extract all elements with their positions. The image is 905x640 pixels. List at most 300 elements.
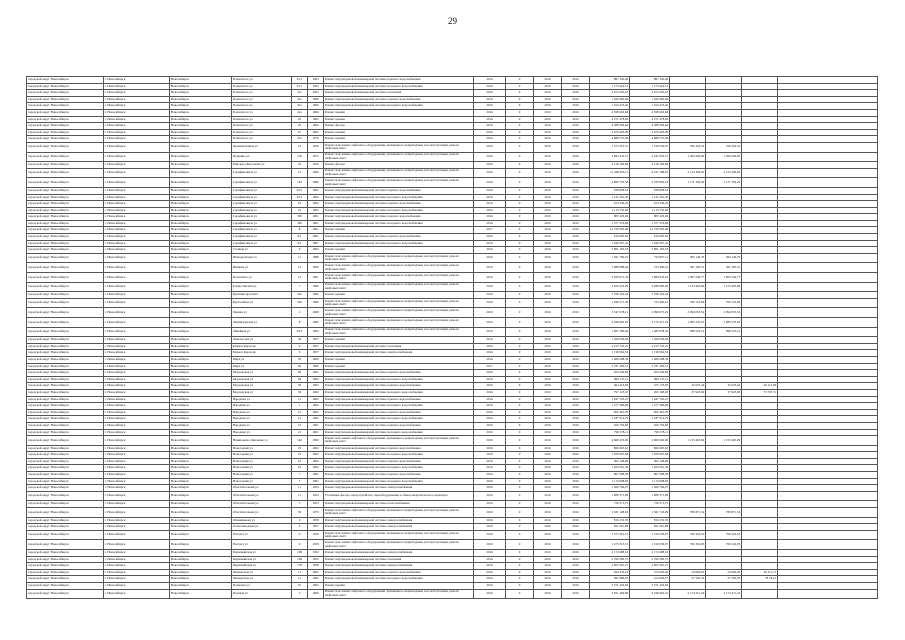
table-cell: 2016 <box>534 396 562 403</box>
table-cell: 2016 <box>562 162 590 169</box>
table-cell: Линейная ул <box>232 327 292 337</box>
table-cell: 766 324,52 <box>670 142 706 152</box>
table-cell <box>742 409 778 416</box>
table-cell: 2016 <box>534 429 562 436</box>
table-cell: 4 <box>292 524 308 531</box>
table-cell: Новосибирск <box>170 282 232 292</box>
table-cell <box>742 136 778 143</box>
table-cell: 78 794,1 <box>742 576 778 583</box>
table-cell: Новосибирск <box>170 445 232 452</box>
table-cell: городской округ Новосибирск <box>27 337 104 344</box>
table-cell: 1962 <box>308 370 324 377</box>
table-cell: 1 058 905,08 <box>630 452 670 459</box>
table-cell: 2 123 396,02 <box>706 168 742 178</box>
table-cell <box>742 201 778 208</box>
table-cell-empty <box>778 343 878 350</box>
table-cell <box>670 116 706 123</box>
table-cell: 1 569 030,04 <box>590 337 630 344</box>
table-cell: Ремонт или замена лифтового оборудования, признанного непригодным для эксплуатации, ремонт лифтовых шахт <box>324 263 474 273</box>
table-cell-empty <box>778 356 878 363</box>
table-cell: 2016 <box>534 556 562 563</box>
table-cell: 45 <box>292 116 308 123</box>
table-cell: 780 871,54 <box>706 508 742 518</box>
table-cell: 2016 <box>534 422 562 429</box>
table-cell: г. Новосибирск <box>104 376 170 383</box>
table-cell: 918 858,54 <box>590 187 630 194</box>
table-cell: Иванова ул <box>232 263 292 273</box>
table-cell: Мира ул <box>232 356 292 363</box>
table-cell-empty <box>778 129 878 136</box>
table-cell: г. Новосибирск <box>104 103 170 110</box>
table-cell: 0 <box>506 416 534 423</box>
table-cell: Народная ул <box>232 396 292 403</box>
table-cell: 39 <box>292 508 308 518</box>
table-row <box>27 383 878 390</box>
table-cell <box>670 485 706 492</box>
table-cell: 1 153 463,99 <box>706 282 742 292</box>
table-cell: г. Новосибирск <box>104 436 170 446</box>
table-cell: 0 <box>506 308 534 318</box>
table-cell-empty <box>778 589 878 599</box>
table-cell: г. Новосибирск <box>104 540 170 550</box>
table-row <box>27 240 878 247</box>
table-cell: 2016 <box>562 240 590 247</box>
table-cell: Новосибирск <box>170 96 232 103</box>
table-cell: 866 605,61 <box>630 445 670 452</box>
table-cell: г. Новосибирск <box>104 589 170 599</box>
table-cell: 2016 <box>474 436 506 446</box>
table-cell: 1958 <box>308 563 324 570</box>
table-cell: г. Новосибирск <box>104 247 170 254</box>
table-cell <box>670 77 706 84</box>
table-cell: Ремонт внутридомовой инженерной системы холодного водоснабжения <box>324 194 474 201</box>
table-cell: городской округ Новосибирск <box>27 485 104 492</box>
table-cell <box>706 116 742 123</box>
table-cell: Ремонт крыши <box>324 227 474 234</box>
table-cell <box>670 452 706 459</box>
table-cell: Первомайская ул <box>232 563 292 570</box>
table-cell: 2016 <box>474 582 506 589</box>
table-cell: 2 347 050,51 <box>630 152 670 162</box>
table-cell: Новогодняя ул <box>232 452 292 459</box>
table-cell: Новосибирск <box>170 356 232 363</box>
table-cell: 2016 <box>534 201 562 208</box>
table-cell: Ремонт или замена лифтового оборудования, признанного непригодным для эксплуатации, ремонт лифтовых шахт <box>324 152 474 162</box>
table-cell: 2016 <box>534 563 562 570</box>
table-cell: городской округ Новосибирск <box>27 178 104 188</box>
table-cell <box>706 396 742 403</box>
table-cell: 2016 <box>562 178 590 188</box>
table-cell: Ремонт внутридомовой инженерной системы горячего водоснабжения <box>324 234 474 241</box>
table-cell: 1961 <box>308 422 324 429</box>
table-cell <box>706 409 742 416</box>
table-cell: 1962 <box>308 207 324 214</box>
table-cell <box>670 162 706 169</box>
table-row <box>27 142 878 152</box>
table-cell <box>742 416 778 423</box>
table-cell <box>742 253 778 263</box>
table-cell: Новосибирск <box>170 370 232 377</box>
table-cell: 1962 <box>308 569 324 576</box>
table-row <box>27 530 878 540</box>
table-cell: г. Новосибирск <box>104 556 170 563</box>
table-cell: 1 516 030,07 <box>630 142 670 152</box>
table-cell: 2016 <box>534 370 562 377</box>
table-row <box>27 472 878 479</box>
table-row <box>27 214 878 221</box>
table-cell: 1 187 514,79 <box>630 416 670 423</box>
table-row <box>27 556 878 563</box>
table-cell: 1 669 208,36 <box>630 356 670 363</box>
table-cell: городской округ Новосибирск <box>27 569 104 576</box>
table-cell <box>742 129 778 136</box>
table-cell: 2016 <box>534 292 562 299</box>
table-cell: Новосибирск <box>170 350 232 357</box>
table-cell: городской округ Новосибирск <box>27 103 104 110</box>
table-cell: 0 <box>506 550 534 557</box>
table-cell: 2016 <box>562 282 590 292</box>
table-cell: 1962 <box>308 129 324 136</box>
table-cell: 56 <box>292 383 308 390</box>
table-cell-empty <box>778 389 878 396</box>
table-cell: 30б <box>292 220 308 227</box>
table-cell-empty <box>778 363 878 370</box>
table-cell: городской округ Новосибирск <box>27 465 104 472</box>
table-cell: городской округ Новосибирск <box>27 396 104 403</box>
table-cell: Новосибирск <box>170 508 232 518</box>
table-cell: 13 <box>292 273 308 283</box>
table-cell: 178 <box>292 563 308 570</box>
table-cell: 2016 <box>534 363 562 370</box>
table-cell: 0 <box>506 214 534 221</box>
table-cell: 2 781 283,31 <box>630 363 670 370</box>
table-cell <box>670 429 706 436</box>
table-cell: Народная ул <box>232 416 292 423</box>
table-cell: 1954 <box>308 491 324 501</box>
table-cell: 2016 <box>562 253 590 263</box>
table-cell: Народная ул <box>232 422 292 429</box>
table-cell: 2016 <box>534 123 562 130</box>
table-cell: 0 <box>506 282 534 292</box>
table-cell: 0 <box>506 273 534 283</box>
table-cell: 9 <box>292 247 308 254</box>
table-cell: Новосибирск <box>170 589 232 599</box>
table-cell: 14 720 563,49 <box>630 227 670 234</box>
table-cell: городской округ Новосибирск <box>27 142 104 152</box>
table-cell-empty <box>778 452 878 459</box>
table-cell: Серафимовича ул <box>232 207 292 214</box>
table-cell: 729 571,72 <box>590 501 630 508</box>
table-cell: 924 476,14 <box>590 569 630 576</box>
table-cell <box>670 103 706 110</box>
table-cell <box>670 187 706 194</box>
table-cell: 2016 <box>562 445 590 452</box>
table-cell: 0 <box>506 253 534 263</box>
table-row <box>27 589 878 599</box>
table-cell: Ремонт внутридомовой инженерной системы отопления <box>324 343 474 350</box>
table-cell-empty <box>778 240 878 247</box>
table-cell: Серафимовича ул <box>232 178 292 188</box>
table-cell: Народная ул <box>232 429 292 436</box>
table-cell: Мира ул <box>232 363 292 370</box>
table-cell: Новосибирск <box>170 517 232 524</box>
table-cell: 2016 <box>534 227 562 234</box>
table-cell: городской округ Новосибирск <box>27 263 104 273</box>
table-cell: г. Новосибирск <box>104 343 170 350</box>
table-cell: г. Новосибирск <box>104 129 170 136</box>
table-cell <box>742 396 778 403</box>
table-cell <box>670 396 706 403</box>
table-cell: 1952 <box>308 556 324 563</box>
table-cell: 4 669 476,09 <box>590 436 630 446</box>
table-cell <box>742 96 778 103</box>
table-cell-empty <box>778 563 878 570</box>
table-cell-empty <box>778 103 878 110</box>
table-cell-empty <box>778 187 878 194</box>
table-cell: г. Новосибирск <box>104 142 170 152</box>
table-cell <box>670 343 706 350</box>
table-cell-empty <box>778 409 878 416</box>
table-cell: Новосибирск <box>170 83 232 90</box>
table-cell: Плахотного ул <box>232 103 292 110</box>
table-cell-empty <box>778 152 878 162</box>
table-cell <box>706 376 742 383</box>
table-cell: 2016 <box>562 142 590 152</box>
table-cell: городской округ Новосибирск <box>27 136 104 143</box>
table-cell-empty <box>778 77 878 84</box>
table-cell: 300 146,79 <box>670 253 706 263</box>
table-row <box>27 129 878 136</box>
table-cell: 2016 <box>534 136 562 143</box>
table-cell: 1 204 561,36 <box>590 465 630 472</box>
table-cell <box>706 452 742 459</box>
table-cell: 2016 <box>474 282 506 292</box>
table-cell: 0 <box>506 350 534 357</box>
table-cell: 1 173 414,51 <box>630 83 670 90</box>
table-cell: 1 046 267,41 <box>590 240 630 247</box>
table-cell: 1/1 <box>292 409 308 416</box>
table-cell: 4 398 663,66 <box>590 109 630 116</box>
table-cell: 27 592,32 <box>706 576 742 583</box>
table-cell: Новосибирск <box>170 247 232 254</box>
table-cell: Ремонт внутридомовой инженерной системы холодного водоснабжения <box>324 429 474 436</box>
table-cell: Утепление фасада, переустройство, переоборудование и обмен энергетического характера <box>324 491 474 501</box>
table-cell: 2016 <box>474 83 506 90</box>
table-cell: г. Новосибирск <box>104 563 170 570</box>
table-cell-empty <box>778 540 878 550</box>
table-cell <box>742 337 778 344</box>
table-cell: г. Новосибирск <box>104 90 170 97</box>
table-cell-empty <box>778 370 878 377</box>
table-cell: 2016 <box>474 247 506 254</box>
table-cell: г. Новосибирск <box>104 318 170 328</box>
table-cell-empty <box>778 83 878 90</box>
table-cell: городской округ Новосибирск <box>27 90 104 97</box>
table-cell: 1 509 766,07 <box>590 485 630 492</box>
table-cell: 2016 <box>534 550 562 557</box>
table-cell: 2016 <box>474 370 506 377</box>
table-cell: городской округ Новосибирск <box>27 96 104 103</box>
table-cell: 1 115 750,66 <box>630 207 670 214</box>
table-cell: 0 <box>506 472 534 479</box>
table-cell: городской округ Новосибирск <box>27 589 104 599</box>
table-cell: 5 861 165,53 <box>590 247 630 254</box>
table-cell: Новосибирск <box>170 116 232 123</box>
table-cell: г. Новосибирск <box>104 263 170 273</box>
table-cell <box>742 298 778 308</box>
table-cell <box>706 207 742 214</box>
table-cell: 2016 <box>534 540 562 550</box>
table-cell: г. Новосибирск <box>104 508 170 518</box>
table-cell: Ремонт внутридомовой инженерной системы горячего водоснабжения <box>324 201 474 208</box>
table-cell: 2016 <box>474 403 506 410</box>
table-cell: городской округ Новосибирск <box>27 517 104 524</box>
table-cell: 799 578,11 <box>630 429 670 436</box>
table-cell: 493 168,65 <box>630 389 670 396</box>
table-cell: 25 <box>292 452 308 459</box>
table-cell: 2016 <box>534 517 562 524</box>
table-cell: 2016 <box>534 524 562 531</box>
table-cell: Ремонт внутридомовой инженерной системы горячего водоснабжения <box>324 472 474 479</box>
table-cell: Новосибирск <box>170 308 232 318</box>
table-cell: 2016 <box>534 376 562 383</box>
table-cell: 2016 <box>534 436 562 446</box>
table-cell <box>706 458 742 465</box>
table-cell: Промышленная ул <box>232 142 292 152</box>
table-cell: 25 <box>292 445 308 452</box>
table-cell: городской округ Новосибирск <box>27 194 104 201</box>
table-cell <box>706 582 742 589</box>
table-cell: 2016 <box>562 207 590 214</box>
table-cell <box>670 337 706 344</box>
table-cell: 1 047 763,27 <box>590 396 630 403</box>
table-cell-empty <box>778 508 878 518</box>
table-cell <box>670 220 706 227</box>
table-cell: городской округ Новосибирск <box>27 234 104 241</box>
table-cell: Серафимовича ул <box>232 234 292 241</box>
table-cell: 2016 <box>562 403 590 410</box>
table-cell: 2016 <box>534 96 562 103</box>
table-cell: городской округ Новосибирск <box>27 524 104 531</box>
table-cell-empty <box>778 282 878 292</box>
table-cell: Ремонт крыши <box>324 129 474 136</box>
table-cell <box>706 83 742 90</box>
table-cell: Новосибирск <box>170 383 232 390</box>
table-cell: г. Новосибирск <box>104 370 170 377</box>
table-cell: 0 <box>506 83 534 90</box>
table-cell: 414 659,57 <box>630 576 670 583</box>
table-row <box>27 220 878 227</box>
table-row <box>27 429 878 436</box>
table-row <box>27 327 878 337</box>
table-cell: городской округ Новосибирск <box>27 292 104 299</box>
table-cell: 1 153 463,99 <box>670 282 706 292</box>
table-row <box>27 77 878 84</box>
table-cell: городской округ Новосибирск <box>27 478 104 485</box>
table-cell <box>706 109 742 116</box>
table-row <box>27 337 878 344</box>
table-cell: Оловозаводская ул <box>232 524 292 531</box>
table-cell: 1 026 400,06 <box>590 96 630 103</box>
table-cell <box>742 109 778 116</box>
table-cell: 2016 <box>562 123 590 130</box>
table-cell-empty <box>778 445 878 452</box>
table-cell: Ремонт или замена лифтового оборудования, признанного непригодным для эксплуатации, ремонт лифтовых шахт <box>324 253 474 263</box>
table-cell: Новосибирск <box>170 530 232 540</box>
table-cell: 1 113 968,84 <box>630 478 670 485</box>
table-cell: городской округ Новосибирск <box>27 298 104 308</box>
table-cell: г. Новосибирск <box>104 416 170 423</box>
table-cell: городской округ Новосибирск <box>27 308 104 318</box>
table-cell <box>742 194 778 201</box>
table-cell: 2016 <box>534 207 562 214</box>
table-cell: городской округ Новосибирск <box>27 116 104 123</box>
table-cell: Полевая ул <box>232 589 292 599</box>
table-cell: г. Новосибирск <box>104 109 170 116</box>
table-cell <box>706 96 742 103</box>
table-cell: г. Новосибирск <box>104 308 170 318</box>
table-cell: 0 <box>506 220 534 227</box>
table-cell: 1962 <box>308 403 324 410</box>
table-cell: городской округ Новосибирск <box>27 422 104 429</box>
table-cell: г. Новосибирск <box>104 452 170 459</box>
table-row <box>27 308 878 318</box>
table-cell: Новогодняя ул <box>232 458 292 465</box>
table-cell: городской округ Новосибирск <box>27 429 104 436</box>
table-cell: 2016 <box>534 350 562 357</box>
table-cell: 2016 <box>474 152 506 162</box>
table-cell: г. Новосибирск <box>104 116 170 123</box>
table-cell: Ремонт внутридомовой инженерной системы холодного водоснабжения <box>324 376 474 383</box>
table-cell: 0 <box>506 227 534 234</box>
table-cell: Новогодняя ул <box>232 465 292 472</box>
table-cell-empty <box>778 429 878 436</box>
table-cell: Новосибирск <box>170 569 232 576</box>
table-cell: 0 <box>506 429 534 436</box>
table-cell <box>742 370 778 377</box>
table-cell: 2016 <box>474 396 506 403</box>
table-cell <box>742 422 778 429</box>
table-row <box>27 563 878 570</box>
table-cell: 797 123,47 <box>590 389 630 396</box>
table-cell: 2016 <box>562 524 590 531</box>
table-cell: 2016 <box>474 318 506 328</box>
table-cell <box>742 220 778 227</box>
table-cell: 1 046 267,41 <box>630 240 670 247</box>
table-cell: Ремонт или замена лифтового оборудования, признанного непригодным для эксплуатации, ремонт лифтовых шахт <box>324 298 474 308</box>
table-cell: Новосибирск <box>170 240 232 247</box>
table-cell: 3 <box>292 589 308 599</box>
table-cell: городской округ Новосибирск <box>27 403 104 410</box>
table-cell <box>706 563 742 570</box>
table-cell: 807 008,36 <box>630 472 670 479</box>
table-cell: 1962 <box>308 465 324 472</box>
table-cell <box>670 109 706 116</box>
table-row <box>27 263 878 273</box>
table-cell: 0 <box>506 485 534 492</box>
table-cell <box>706 214 742 221</box>
table-row <box>27 576 878 583</box>
table-cell: 723 409,61 <box>630 263 670 273</box>
table-cell: 2016 <box>562 465 590 472</box>
table-cell: 6 <box>292 517 308 524</box>
table-cell-empty <box>778 227 878 234</box>
table-cell: Кропоткина ул <box>232 298 292 308</box>
table-cell <box>706 234 742 241</box>
table-cell: 2016 <box>534 383 562 390</box>
table-cell: 2016 <box>534 178 562 188</box>
table-cell: 0 <box>506 136 534 143</box>
